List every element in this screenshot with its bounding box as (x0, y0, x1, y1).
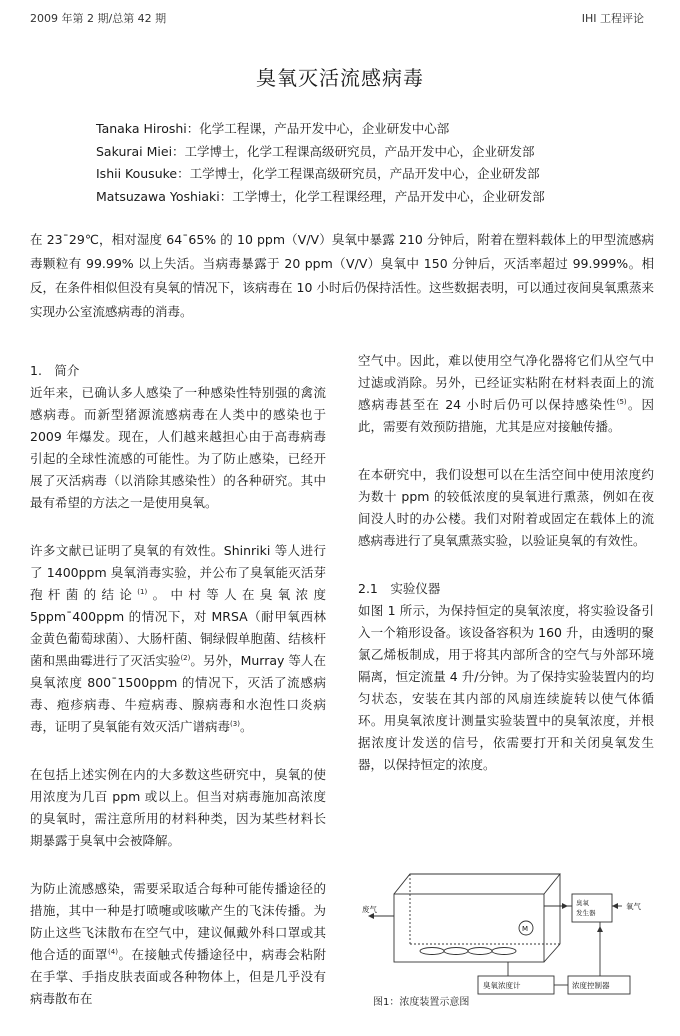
sample-dish (492, 948, 516, 955)
fan-label: M (522, 925, 529, 933)
paragraph: 为防止流感感染，需要采取适合每种可能传播途径的措施，其中一种是打喷嚏或咳嗽产生的飞沫传播。为防止这些飞沫散布在空气中，建议佩戴外科口罩或其他合适的面罩$^{(4)}$。在接触式传播途径中，病毒会粘附在手掌、手指皮肤表面或各种物体上，但是几乎没有病毒散布在 (30, 881, 326, 1006)
ozone-meter-label: 臭氧浓度计 (483, 981, 521, 990)
author-list (96, 118, 545, 208)
sample-dish (420, 948, 444, 955)
paragraph: 许多文献已证明了臭氧的有效性。Shinriki 等人进行了 1400ppm 臭氧消毒实验，并公布了臭氧能灭活芽孢杆菌的结论$^{(1)}$。中村等人在臭氧浓度 5ppm¯400ppm 的情况下，对 MRSA（耐甲氧西林金黄色葡萄球菌）、大肠杆菌、铜绿假单胞菌、结核杆菌和黑曲霉进行了灭活实验$^{(2)}$。另外，Murray 等人在臭氧浓度 800¯1500ppm 的情况下，灭活了流感病毒、疱疹病毒、牛痘病毒、腺病毒和水泡性口炎病毒，证明了臭氧能有效灭活广谱病毒$^{(3)}$。 (30, 543, 326, 734)
paragraph: 在包括上述实例在内的大多数这些研究中，臭氧的使用浓度为几百 ppm 或以上。但当对病毒施加高浓度的臭氧时，需注意所用的材料种类，因为某些材料长期暴露于臭氧中会被降解。 (30, 767, 326, 848)
journal-issue: 2009 年第 2 期/总第 42 期 (30, 12, 167, 25)
controller-label: 浓度控制器 (572, 981, 610, 990)
sample-dish (468, 948, 492, 955)
ozone-generator-label: 发生器 (576, 909, 596, 917)
citation: (1) (137, 587, 148, 596)
citation: (4) (108, 947, 118, 956)
left-column (30, 360, 326, 1036)
section-heading: 1. 简介 (30, 363, 80, 378)
paragraph: 近年来，已确认多人感染了一种感染性特别强的禽流感病毒。而新型猪源流感病毒在人类中的感染也于 2009 年爆发。现在，人们越来越担心由于高毒病毒引起的全球性流感的可能性。为了防止感染，已经开展了灭活病毒（以消除其感染性）的各种研究。其中最有希望的方法之一是使用臭氧。 (30, 385, 326, 510)
ozone-generator-label: 臭氧 (576, 899, 589, 907)
abstract: 在 23¯29℃，相对湿度 64¯65% 的 10 ppm（V/V）臭氧中暴露 210 分钟后，附着在塑料载体上的甲型流感病毒颗粒有 99.99% 以上失活。当病毒暴露于 20 ppm（V/V）臭氧中 150 分钟后，灭活率超过 99.999%。相反，在条件相似但没有臭氧的情况下，该病毒在 10 小时后仍保持活性。这些数据表明，可以通过夜间臭氧熏蒸来实现办公室流感病毒的消毒。 (30, 232, 654, 319)
paragraph: 如图 1 所示，为保持恒定的臭氧浓度，将实验设备引入一个箱形设备。该设备容积为 160 升，由透明的聚氯乙烯板制成，用于将其内部所含的空气与外部环境隔离，恒定流量 4 升/分钟。为了保持实验装置内的均匀状态，安装在其内部的风扇连续旋转以使气体循环。用臭氧浓度计测量实验装置中的臭氧浓度，并根据浓度计发送的信号，依需要打开和关闭臭氧发生器，以保持恒定的浓度。 (358, 603, 654, 772)
citation: (5) (616, 397, 627, 406)
section-heading: 2.1 实验仪器 (358, 581, 441, 596)
author-line: Ishii Kousuke：工学博士，化学工程课高级研究员，产品开发中心，企业研发部 (96, 166, 540, 181)
exhaust-label: 废气 (362, 905, 377, 914)
citation: (3) (230, 719, 240, 728)
author-line: Matsuzawa Yoshiaki：工学博士，化学工程课经理，产品开发中心，企业研发部 (96, 188, 545, 204)
journal-name: IHI 工程评论 (581, 12, 644, 25)
author-line: Tanaka Hiroshi：化学工程课，产品开发中心，企业研发中心部 (96, 121, 450, 136)
citation: (2) (180, 653, 191, 662)
right-column (358, 350, 654, 802)
figure-caption: 图1：浓度装置示意图 (373, 997, 470, 1008)
paper-title: 臭氧灭活流感病毒 (256, 66, 424, 90)
paragraph: 空气中。因此，难以使用空气净化器将它们从空气中过滤或消除。另外，已经证实粘附在材料表面上的流感病毒甚至在 24 小时后仍可以保持感染性$^{(5)}$。因此，需要有效预防措施，尤其是应对接触传播。 (358, 353, 654, 434)
paragraph: 在本研究中，我们设想可以在生活空间中使用浓度约为数十 ppm 的较低浓度的臭氧进行熏蒸，例如在夜间没人时的办公楼。我们对附着或固定在载体上的流感病毒进行了臭氧熏蒸实验，以验证臭氧的有效性。 (358, 467, 654, 548)
oxygen-label: 氧气 (626, 902, 641, 911)
author-line: Sakurai Miei：工学博士，化学工程课高级研究员，产品开发中心，企业研发部 (96, 143, 535, 159)
chamber-top (394, 874, 560, 894)
sample-dish (444, 948, 468, 955)
